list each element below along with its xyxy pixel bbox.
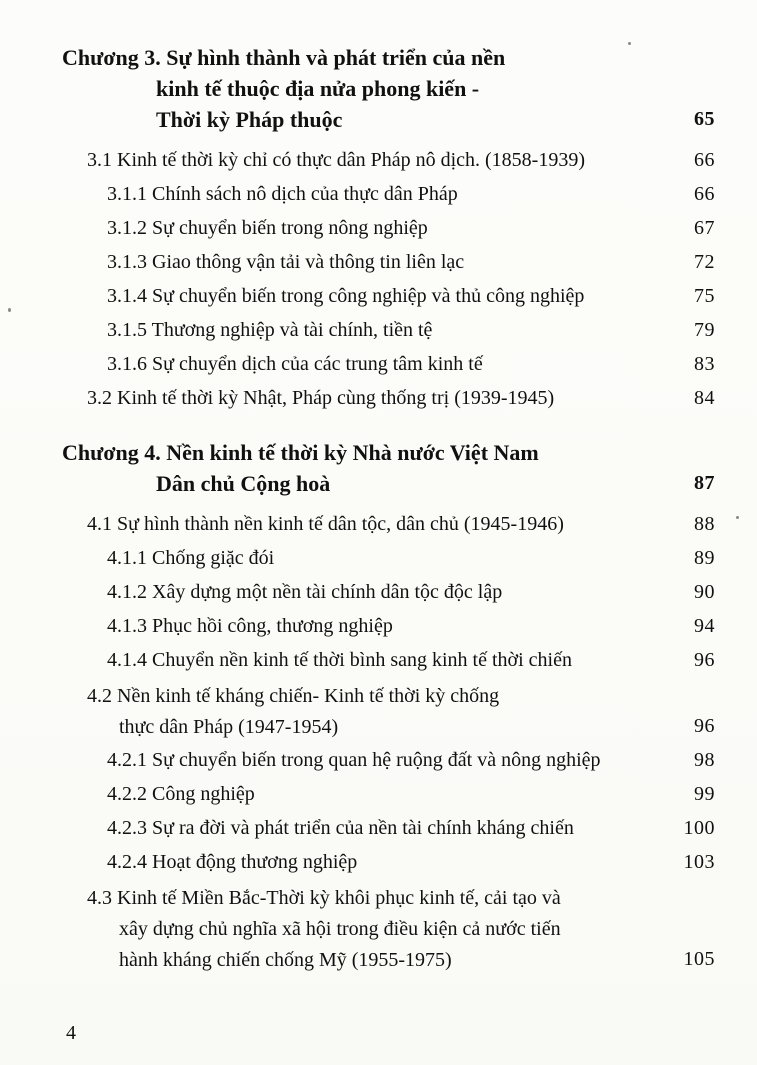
chapter-3-heading-text	[0, 42, 669, 135]
toc-entry-4-2-3	[0, 811, 715, 845]
toc-entry-text: thực dân Pháp (1947-1954)	[119, 716, 339, 738]
toc-entry-page-number: 66	[694, 183, 715, 205]
toc-entry-page-number: 67	[694, 217, 715, 239]
toc-entry-page-number: 79	[694, 319, 715, 341]
toc-entry-3-1-2	[0, 211, 715, 245]
toc-entry-page-number: 105	[683, 948, 715, 970]
toc-entry-text: 3.1.3 Giao thông vận tải và thông tin liên lạc	[107, 251, 465, 273]
toc-entry-4-1-4	[0, 643, 715, 677]
toc-entry-text: 3.1.5 Thương nghiệp và tài chính, tiền tệ	[107, 319, 433, 341]
toc-entry-text: 3.1.6 Sự chuyển dịch của các trung tâm kinh tế	[107, 353, 483, 375]
book-page-number: 4	[66, 1022, 76, 1044]
chapter-3-section	[0, 42, 715, 415]
toc-entry-text: 4.1.1 Chống giặc đói	[107, 547, 275, 569]
chapter-3-heading	[0, 42, 715, 135]
toc-entry-text: 3.2 Kinh tế thời kỳ Nhật, Pháp cùng thống trị (1939-1945)	[87, 387, 555, 409]
toc-entry-3-1-3	[0, 245, 715, 279]
toc-entry-page-number: 83	[694, 353, 715, 375]
scan-artifact-dot	[628, 42, 631, 45]
toc-entry-text: 4.1.2 Xây dựng một nền tài chính dân tộc độc lập	[107, 581, 503, 603]
toc-entry-4-1-1	[0, 541, 715, 575]
toc-entry-text: 4.2.4 Hoạt động thương nghiệp	[107, 851, 358, 873]
chapter-heading-line: Chương 3. Sự hình thành và phát triển của nền	[62, 45, 506, 70]
chapter-3-entries	[0, 143, 715, 415]
toc-entry-3-1-4	[0, 279, 715, 313]
toc-entry-page-number: 100	[683, 817, 715, 839]
toc-entry-page-number: 75	[694, 285, 715, 307]
toc-entry-text: 3.1.4 Sự chuyển biến trong công nghiệp và thủ công nghiệp	[107, 285, 585, 307]
toc-entry-4-2-2	[0, 777, 715, 811]
chapter-4-heading	[0, 437, 715, 499]
toc-entry-text: 4.1 Sự hình thành nền kinh tế dân tộc, dân chủ (1945-1946)	[87, 513, 564, 535]
toc-entry-text: 4.2.1 Sự chuyển biến trong quan hệ ruộng đất và nông nghiệp	[107, 749, 601, 771]
toc-entry-page-number: 84	[694, 387, 715, 409]
scan-artifact-dot	[736, 516, 739, 519]
scan-artifact-dot	[8, 308, 11, 312]
chapter-heading-line: Dân chủ Cộng hoà	[156, 471, 331, 496]
toc-entry-page-number: 96	[694, 649, 715, 671]
toc-entry-3-1	[0, 143, 715, 177]
toc-entry-3-1-5	[0, 313, 715, 347]
toc-entry-4-2	[0, 681, 715, 743]
toc-entry-text: hành kháng chiến chống Mỹ (1955-1975)	[119, 949, 452, 971]
toc-entry-page-number: 98	[694, 749, 715, 771]
toc-entry-text: 4.2.3 Sự ra đời và phát triển của nền tài chính kháng chiến	[107, 817, 574, 839]
chapter-heading-line: Thời kỳ Pháp thuộc	[156, 107, 343, 132]
chapter-4-section	[0, 437, 715, 976]
toc-entry-4-2-4	[0, 845, 715, 879]
toc-entry-text: 3.1 Kinh tế thời kỳ chỉ có thực dân Pháp nô dịch. (1858-1939)	[87, 149, 585, 171]
toc-entry-page-number: 96	[694, 715, 715, 737]
toc-entry-text: 4.3 Kinh tế Miền Bắc-Thời kỳ khôi phục kinh tế, cải tạo và	[87, 887, 561, 909]
chapter-heading-line: kinh tế thuộc địa nửa phong kiến -	[156, 76, 480, 101]
toc-entry-text: 3.1.1 Chính sách nô dịch của thực dân Pháp	[107, 183, 458, 205]
toc-entry-4-3	[0, 883, 715, 976]
chapter-4-heading-text	[0, 437, 669, 499]
toc-entry-4-1-2	[0, 575, 715, 609]
toc-entry-4-1	[0, 507, 715, 541]
toc-entry-page-number: 72	[694, 251, 715, 273]
toc-entry-text: 4.1.3 Phục hồi công, thương nghiệp	[107, 615, 393, 637]
toc-entry-3-1-6	[0, 347, 715, 381]
toc-entry-3-1-1	[0, 177, 715, 211]
toc-entry-page-number: 90	[694, 581, 715, 603]
toc-entry-text: 4.1.4 Chuyển nền kinh tế thời bình sang kinh tế thời chiến	[107, 649, 572, 671]
toc-entry-page-number: 66	[694, 149, 715, 171]
toc-entry-page-number: 99	[694, 783, 715, 805]
toc-entry-text: 3.1.2 Sự chuyển biến trong nông nghiệp	[107, 217, 428, 239]
toc-entry-text: 4.2 Nền kinh tế kháng chiến- Kinh tế thời kỳ chống	[87, 685, 500, 707]
toc-entry-text: xây dựng chủ nghĩa xã hội trong điều kiện cả nước tiến	[119, 918, 561, 940]
toc-entry-page-number: 89	[694, 547, 715, 569]
chapter-4-entries	[0, 507, 715, 976]
toc-entry-text: 4.2.2 Công nghiệp	[107, 783, 255, 805]
chapter-heading-line: Chương 4. Nền kinh tế thời kỳ Nhà nước Việt Nam	[62, 440, 539, 465]
toc-entry-page-number: 88	[694, 513, 715, 535]
toc-entry-3-2	[0, 381, 715, 415]
toc-entry-page-number: 94	[694, 615, 715, 637]
toc-entry-4-1-3	[0, 609, 715, 643]
toc-entry-4-2-1	[0, 743, 715, 777]
toc-entry-page-number: 103	[683, 851, 715, 873]
chapter-3-page-number: 65	[694, 108, 715, 130]
chapter-4-page-number: 87	[694, 472, 715, 494]
